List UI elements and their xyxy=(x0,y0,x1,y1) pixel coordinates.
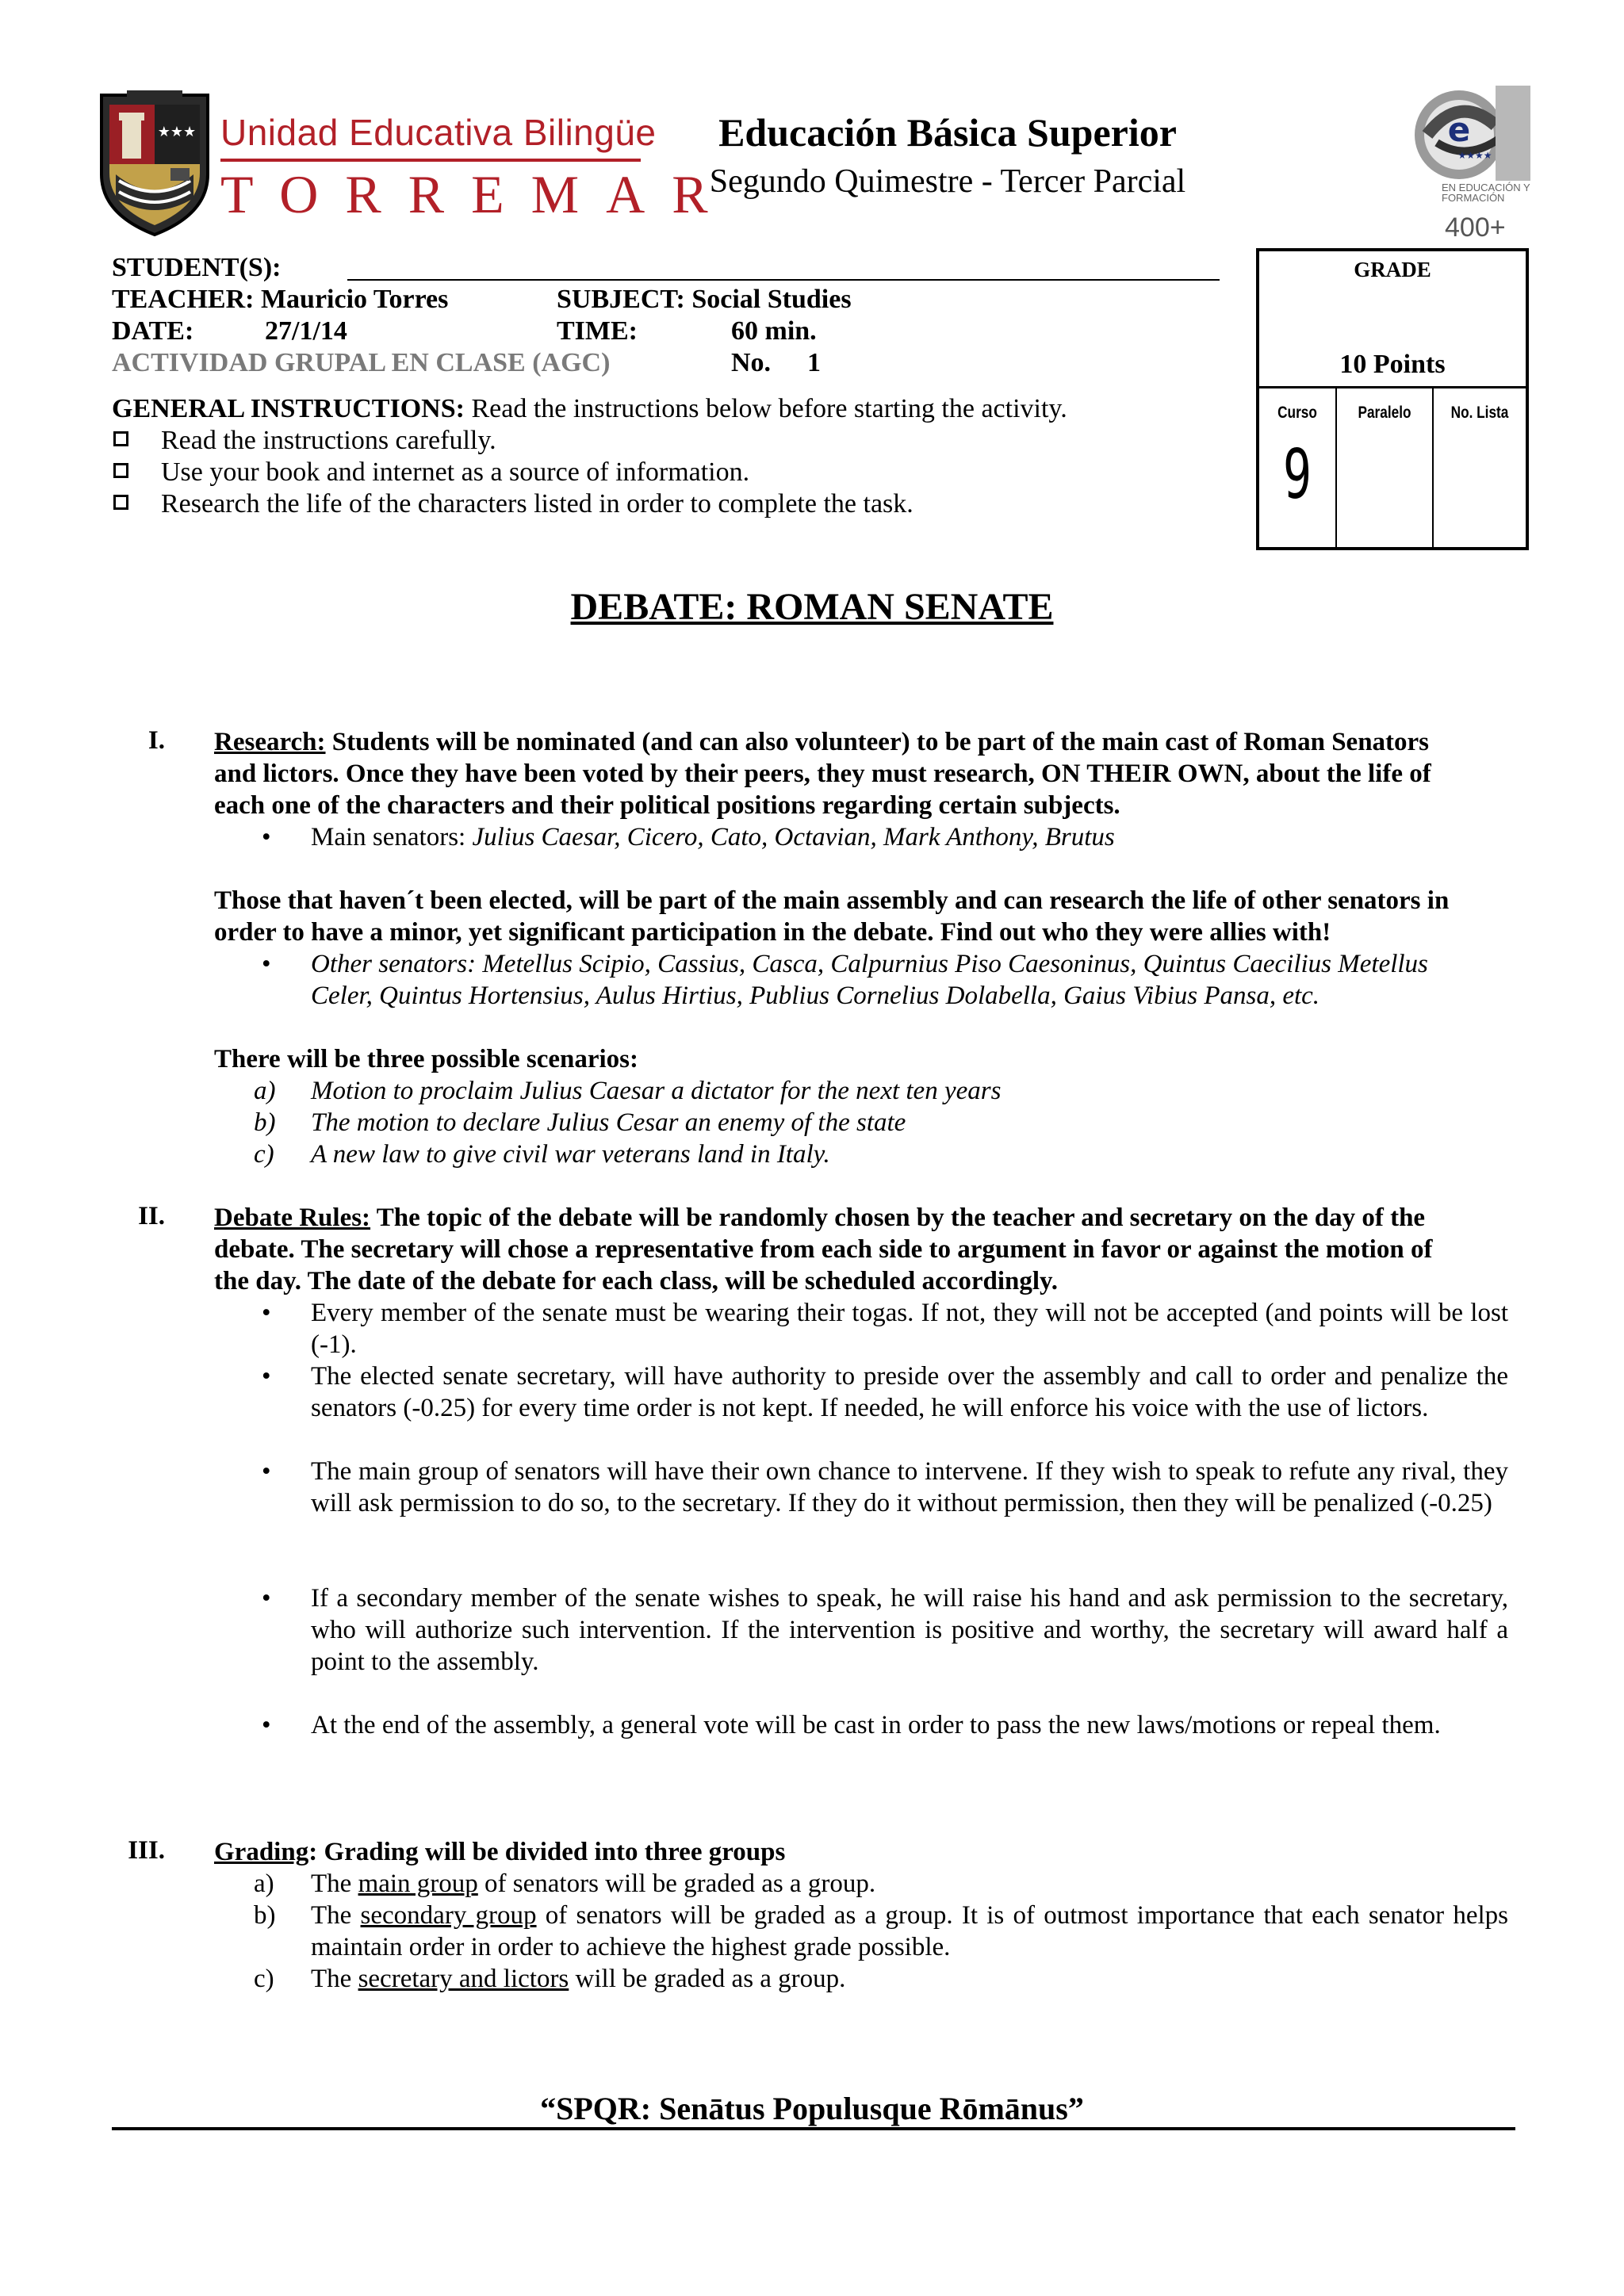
curso-header: Curso xyxy=(1277,404,1317,422)
accreditation-number: 400+ xyxy=(1445,212,1506,243)
time-value: 60 min. xyxy=(731,316,817,346)
bullet-icon: • xyxy=(262,1299,271,1327)
school-logo xyxy=(95,87,735,238)
grading-letter: b) xyxy=(254,1901,276,1930)
other-senators-list: Celer, Quintus Hortensius, Aulus Hirtius, Publius Cornelius Dolabella, Gaius Vibius Pansa, etc. xyxy=(311,982,1320,1010)
document-title: DEBATE: ROMAN SENATE xyxy=(570,586,1054,628)
grading-item-post: of senators will be graded as a group. It is of outmost importance that each senator helps maintain order in order to achieve the highest grade possible. xyxy=(311,1901,1509,1961)
header-title: Educación Básica Superior xyxy=(718,110,1177,155)
section-numeral: III. xyxy=(128,1836,165,1865)
header-subtitle: Segundo Quimestre - Tercer Parcial xyxy=(709,163,1186,200)
activity-label: ACTIVIDAD GRUPAL EN CLASE (AGC) xyxy=(112,348,611,377)
rules-heading: Debate Rules: xyxy=(214,1203,371,1232)
bullet-icon: • xyxy=(262,1584,271,1613)
other-senators-intro: Those that haven´t been elected, will be part of the main assembly and can research the life of other senators in xyxy=(214,886,1450,915)
grading-letter: c) xyxy=(254,1965,274,1993)
grading-letter: a) xyxy=(254,1869,274,1898)
school-name-line1: Unidad Educativa Bilingüe xyxy=(220,112,657,153)
checkbox-icon xyxy=(113,463,128,478)
school-name-line2: TORREMAR xyxy=(220,164,735,224)
rules-intro-line xyxy=(214,1202,1508,1234)
accreditation-logo xyxy=(1396,86,1530,244)
number-label: No. xyxy=(731,348,772,377)
footer-rule xyxy=(112,2127,1515,2130)
research-intro-text: Students will be nominated (and can also volunteer) to be part of the main cast of Roman Senators xyxy=(325,728,1430,756)
general-instructions xyxy=(112,393,1067,425)
teacher-label: TEACHER: Mauricio Torres xyxy=(112,285,449,314)
instruction-item: Use your book and internet as a source of information. xyxy=(161,457,750,487)
other-senators-list: Other senators: Metellus Scipio, Cassius, Casca, Calpurnius Piso Caesoninus, Quintus Caecilius Metellus xyxy=(311,950,1428,978)
student-label: STUDENT(S): xyxy=(112,253,282,282)
instruction-item: Research the life of the characters listed in order to complete the task. xyxy=(161,489,914,519)
scenario-letter: c) xyxy=(254,1140,274,1169)
checkbox-icon xyxy=(113,495,128,510)
research-intro-line xyxy=(214,726,1508,758)
grading-item-pre: The xyxy=(311,1901,361,1930)
grading-item-pre: The xyxy=(311,1965,358,1993)
instructions-heading: GENERAL INSTRUCTIONS: xyxy=(112,394,465,423)
grade-divider xyxy=(1259,386,1526,388)
svg-text:★★★: ★★★ xyxy=(157,124,197,140)
bullet-icon: • xyxy=(262,1457,271,1486)
grading-heading: Grading xyxy=(214,1838,309,1866)
subject-label: SUBJECT: Social Studies xyxy=(557,285,852,314)
grading-item xyxy=(311,1868,1508,1900)
accreditation-text: EN EDUCACIÓN Y FORMACIÓN xyxy=(1442,182,1530,204)
grade-box xyxy=(1256,248,1529,550)
scenario-item: The motion to declare Julius Cesar an enemy of the state xyxy=(311,1108,906,1137)
section-numeral: I. xyxy=(147,726,165,755)
grade-column-divider xyxy=(1335,386,1337,550)
main-senators-list: Julius Caesar, Cicero, Cato, Octavian, Mark Anthony, Brutus xyxy=(472,823,1115,851)
grading-item-group: secretary and lictors xyxy=(358,1965,569,1993)
accreditation-seal-icon xyxy=(1396,86,1530,181)
paralelo-header: Paralelo xyxy=(1358,404,1411,422)
research-intro-line: and lictors. Once they have been voted by their peers, they must research, ON THEIR OWN, about the life of xyxy=(214,760,1431,788)
research-intro-line: each one of the characters and their political positions regarding certain subjects. xyxy=(214,791,1120,820)
grading-item xyxy=(311,1963,1508,1995)
rules-intro-line: debate. The secretary will chose a representative from each side to argument in favor or against the motion of xyxy=(214,1235,1433,1264)
instructions-heading-text: Read the instructions below before starting the activity. xyxy=(464,394,1067,423)
scenario-item: A new law to give civil war veterans land in Italy. xyxy=(311,1140,830,1169)
grade-points: 10 Points xyxy=(1339,350,1446,379)
grading-item-pre: The xyxy=(311,1869,358,1898)
scenario-letter: a) xyxy=(254,1077,276,1105)
scenarios-heading: There will be three possible scenarios: xyxy=(214,1045,638,1073)
grade-label: GRADE xyxy=(1354,258,1431,281)
rule-item: Every member of the senate must be wearing their togas. If not, they will not be accepted (and points will be lost (-1). xyxy=(311,1299,1508,1359)
bullet-icon: • xyxy=(262,950,271,978)
grading-item-group: main group xyxy=(358,1869,478,1898)
instruction-item: Read the instructions carefully. xyxy=(161,426,496,455)
rules-intro-line: the day. The date of the debate for each class, will be scheduled accordingly. xyxy=(214,1267,1058,1295)
main-senators-label: Main senators: xyxy=(311,823,473,851)
scenario-item: Motion to proclaim Julius Caesar a dictator for the next ten years xyxy=(311,1077,1002,1105)
research-heading: Research: xyxy=(214,728,326,756)
time-label: TIME: xyxy=(557,316,638,346)
scenario-letter: b) xyxy=(254,1108,276,1137)
rule-item: If a secondary member of the senate wishes to speak, he will raise his hand and ask permission to the secretary, who will authorize such intervention. If the intervention is positive and worthy, the secretary will award half a point to the assembly. xyxy=(311,1584,1508,1676)
svg-text:★★★★: ★★★★ xyxy=(1457,150,1492,161)
rule-item: At the end of the assembly, a general vote will be cast in order to pass the new laws/motions or repeal them. xyxy=(311,1711,1441,1739)
grading-heading-line xyxy=(214,1836,1508,1868)
grade-column-divider xyxy=(1432,386,1434,550)
lista-header: No. Lista xyxy=(1450,404,1509,422)
grading-item-group: secondary group xyxy=(360,1901,537,1930)
rule-item: The main group of senators will have their own chance to intervene. If they wish to speak to refute any rival, they will ask permission to do so, to the secretary. If they do it without permission, then they will be penalized (-0.25) xyxy=(311,1457,1508,1517)
grading-heading-text: : Grading will be divided into three groups xyxy=(308,1838,786,1866)
logo-divider xyxy=(220,159,641,162)
grading-item xyxy=(311,1900,1508,1963)
svg-text:e: e xyxy=(1447,110,1471,149)
student-name-line xyxy=(347,279,1220,281)
bullet-icon: • xyxy=(262,1711,271,1739)
grading-item-post: of senators will be graded as a group. xyxy=(477,1869,876,1898)
date-label: DATE: xyxy=(112,316,194,346)
section-numeral: II. xyxy=(138,1202,165,1230)
bullet-icon: • xyxy=(262,1362,271,1391)
motto: “SPQR: Senātus Populusque Rōmānus” xyxy=(540,2091,1084,2126)
rule-item: The elected senate secretary, will have authority to preside over the assembly and call to order and penalize the senators (-0.25) for every time order is not kept. If needed, he will enforce his voice with the use of lictors. xyxy=(311,1362,1508,1422)
number-value: 1 xyxy=(807,348,821,377)
main-senators-item xyxy=(311,821,1508,853)
bullet-icon: • xyxy=(262,823,271,851)
grading-item-post: will be graded as a group. xyxy=(569,1965,846,1993)
rules-intro-text: The topic of the debate will be randomly chosen by the teacher and secretary on the day of the xyxy=(370,1203,1426,1232)
school-crest-icon xyxy=(95,87,214,238)
checkbox-icon xyxy=(113,431,128,446)
other-senators-intro: order to have a minor, yet significant participation in the debate. Find out who they were allies with! xyxy=(214,918,1331,947)
curso-value: 9 xyxy=(1282,435,1312,515)
date-value: 27/1/14 xyxy=(265,316,347,346)
